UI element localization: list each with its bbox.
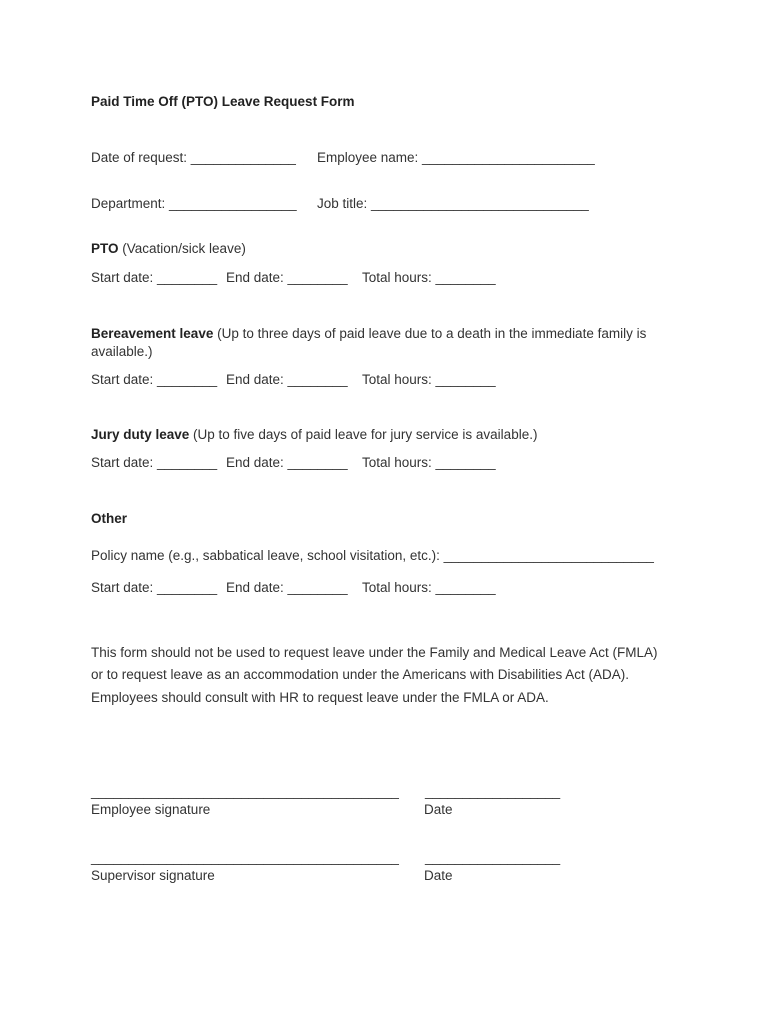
jury-section-heading	[91, 426, 537, 444]
jury-total-hours-field[interactable]: Total hours: ________	[362, 455, 496, 470]
other-end-date-field[interactable]: End date: ________	[226, 580, 348, 595]
jury-end-date-field[interactable]: End date: ________	[226, 455, 348, 470]
job-title-field[interactable]: Job title: _____________________________	[317, 196, 589, 211]
notice-line-3: Employees should consult with HR to request leave under the FMLA or ADA.	[91, 690, 549, 705]
supervisor-date-line[interactable]: __________________	[425, 850, 561, 865]
bereavement-end-date-field[interactable]: End date: ________	[226, 372, 348, 387]
employee-date-line[interactable]: __________________	[425, 784, 561, 799]
pto-description: (Vacation/sick leave)	[118, 241, 246, 256]
employee-name-field[interactable]: Employee name: _______________________	[317, 150, 595, 165]
pto-end-date-field[interactable]: End date: ________	[226, 270, 348, 285]
policy-name-field[interactable]: Policy name (e.g., sabbatical leave, school visitation, etc.): ____________________________	[91, 548, 654, 563]
form-title: Paid Time Off (PTO) Leave Request Form	[91, 94, 355, 109]
notice-line-2: or to request leave as an accommodation under the Americans with Disabilities Act (ADA).	[91, 667, 630, 682]
jury-heading: Jury duty leave	[91, 427, 190, 442]
jury-description: (Up to five days of paid leave for jury service is available.)	[189, 427, 538, 442]
other-heading: Other	[91, 511, 128, 526]
bereavement-total-hours-field[interactable]: Total hours: ________	[362, 372, 496, 387]
notice-line-1: This form should not be used to request leave under the Family and Medical Leave Act (FMLA)	[91, 645, 658, 660]
bereavement-description: (Up to three days of paid leave due to a death in the immediate family is available.)	[91, 326, 647, 359]
bereavement-heading: Bereavement leave	[91, 326, 214, 341]
pto-total-hours-field[interactable]: Total hours: ________	[362, 270, 496, 285]
other-total-hours-field[interactable]: Total hours: ________	[362, 580, 496, 595]
employee-date-label: Date	[424, 802, 453, 817]
pto-start-date-field[interactable]: Start date: ________	[91, 270, 218, 285]
bereavement-start-date-field[interactable]: Start date: ________	[91, 372, 218, 387]
date-of-request-field[interactable]: Date of request: ______________	[91, 150, 296, 165]
bereavement-section-heading	[91, 325, 691, 361]
jury-start-date-field[interactable]: Start date: ________	[91, 455, 218, 470]
other-start-date-field[interactable]: Start date: ________	[91, 580, 218, 595]
employee-signature-line[interactable]: _________________________________________	[91, 784, 399, 799]
supervisor-signature-line[interactable]: _________________________________________	[91, 850, 399, 865]
department-field[interactable]: Department: _________________	[91, 196, 297, 211]
pto-heading: PTO	[91, 241, 119, 256]
employee-signature-label: Employee signature	[91, 802, 211, 817]
pto-section-heading	[91, 240, 246, 258]
supervisor-date-label: Date	[424, 868, 453, 883]
supervisor-signature-label: Supervisor signature	[91, 868, 215, 883]
